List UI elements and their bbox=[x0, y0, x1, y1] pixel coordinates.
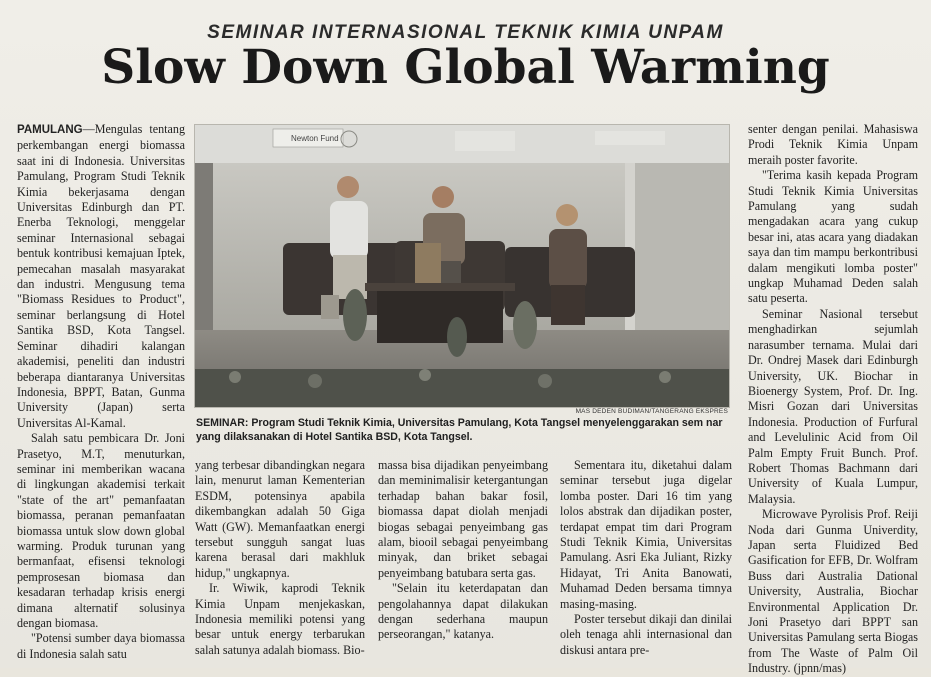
article-column-1 bbox=[17, 122, 185, 662]
dateline: PAMULANG bbox=[17, 124, 83, 136]
article-kicker: SEMINAR INTERNASIONAL TEKNIK KIMIA UNPAM bbox=[207, 22, 724, 43]
article-paragraph: Poster tersebut dikaji dan dinilai oleh tenaga ahli internasional dan diskusi antara pre- bbox=[560, 612, 732, 657]
seminar-photo bbox=[194, 124, 730, 408]
article-paragraph: "Terima kasih kepada Program Studi Teknik Kimia Universitas Pamulang yang sudah mengadakan acara yang cukup besar ini, atas acara yang diadakan saya dan tim mampu berkontribusi dalam mengikuti lomba poster" ungkap Muhamad Deden salah satu peserta. bbox=[748, 168, 918, 306]
article-paragraph: Salah satu pembicara Dr. Joni Prasetyo, M.T, menuturkan, seminar ini memberikan wacana di lingkungan akademisi terkait "state of the art" pemanfaatan biomassa, peranan pemanfaatan biomassa untuk slow down global warming. Produk turunan yang bermanfaat, efisensi teknologi pemprosesan biomasa dan kesadaran terhadap krisis energi dimana alternatif solusinya dengan biomasa. bbox=[17, 431, 185, 630]
article-headline: Slow Down Global Warming bbox=[101, 40, 830, 95]
article-paragraph: "Potensi sumber daya biomassa di Indonesia salah satu bbox=[17, 631, 185, 661]
caption-text: Program Studi Teknik Kimia, Universitas Pamulang, Kota Tangsel menyelenggarakan sem nar yang dilaksanakan di Hotel Santika BSD, Kota Tangsel. bbox=[196, 417, 723, 443]
photo-caption bbox=[196, 417, 736, 444]
caption-label: SEMINAR: bbox=[196, 417, 249, 429]
article-column-4 bbox=[560, 458, 732, 658]
article-paragraph: senter dengan penilai. Mahasiswa Prodi Teknik Kimia Unpam meraih poster favorite. bbox=[748, 122, 918, 167]
photo-credit: MAS DEDEN BUDIMAN/TANGERANG EKSPRES bbox=[575, 408, 728, 415]
article-column-5 bbox=[748, 122, 918, 677]
article-paragraph: Ir. Wiwik, kaprodi Teknik Kimia Unpam menjekaskan, Indonesia memiliki potensi yang besar untuk energy terbarukan salah satunya adalah biomass. Bio- bbox=[195, 581, 365, 657]
article-paragraph: PAMULANG—Mengulas tentang perkembangan energi biomassa saat ini di Indonesia. Universitas Pamulang, Program Studi Teknik Kimia bekerjasama dengan Universitas Edinburgh dan PT. Enerba Teknologi, menggelar seminar Internasional sebagai bentuk kontribusi kemajuan Iptek, pemecahan masalah masyarakat dan industri. Mengusung tema "Biomass Residues to Product", seminar berlangsung di Hotel Santika BSD, Kota Tangsel. Seminar dihadiri kalangan akademisi, peneliti dan industri beberapa diantaranya Universitas Indonesia, BPPT, Batan, Gunma University (Japan) serta Universitas Al-Kamal. bbox=[17, 122, 185, 430]
article-paragraph: Microwave Pyrolisis Prof. Reiji Noda dari Gunma Univerdity, Japan serta Fluidized Bed Gasification for EFB, Dr. Wolfram Buss dari Australia Dational University, Australia, Biochar Environmental Application Dr. Joni Prasetyo dari BPPT san Universitas Pamulang serta Biogas from The Waste of Palm Oil Industry. (jpnn/mas) bbox=[748, 507, 918, 676]
seminar-photo-illustration bbox=[195, 125, 729, 407]
article-paragraph: massa bisa dijadikan penyeimbang dan meminimalisir ketergantungan terhadap bahan bakar fosil, biomassa dapat diolah menjadi biogas sebagai penyeimbang gas alam, biooil sebagai penyeimbang minyak, dan briket sebagai penyeimbang batubara serta gas. bbox=[378, 458, 548, 580]
article-column-2 bbox=[195, 458, 365, 658]
article-paragraph: "Selain itu keterdapatan dan pengolahannya dapat dilakukan dengan sederhana maupun perseorangan," katanya. bbox=[378, 581, 548, 642]
article-paragraph: yang terbesar dibandingkan negara lain, menurut laman Kementerian ESDM, potensinya apabila dikembangkan adalah 50 Giga Watt (GW). Memanfaatkan energi tersebut sungguh sangat luas karena berasal dari makhluk hidup," ungkapnya. bbox=[195, 458, 365, 580]
article-paragraph: Sementara itu, diketahui dalam seminar tersebut juga digelar lomba poster. Dari 16 tim yang lolos abstrak dan dijadikan poster, terdapat empat tim dari Program Studi Teknik Kimia, Universitas Pamulang. Asri Eka Juliant, Rizky Hidayat, Tri Anita Banowati, Muhamad Deden bersama timnya masing-masing. bbox=[560, 458, 732, 611]
article-column-3 bbox=[378, 458, 548, 643]
banner-text: Newton Fund bbox=[291, 134, 339, 143]
article-paragraph: Seminar Nasional tersebut menghadirkan sejumlah narasumber ternama. Mulai dari Dr. Ondrej Masek dari Edinburgh University, UK. Biochar in Bioenergy System, Prof. Dr. Ing. Misri Gozan dari Universitas Indonesia. Production of Furfural and Levelulinic Acid from Oil Palm Empty Fruit Bunch. Prof. Robert Thomas Bachmann dari University of Kuala Lumpur, Malaysia. bbox=[748, 306, 918, 506]
